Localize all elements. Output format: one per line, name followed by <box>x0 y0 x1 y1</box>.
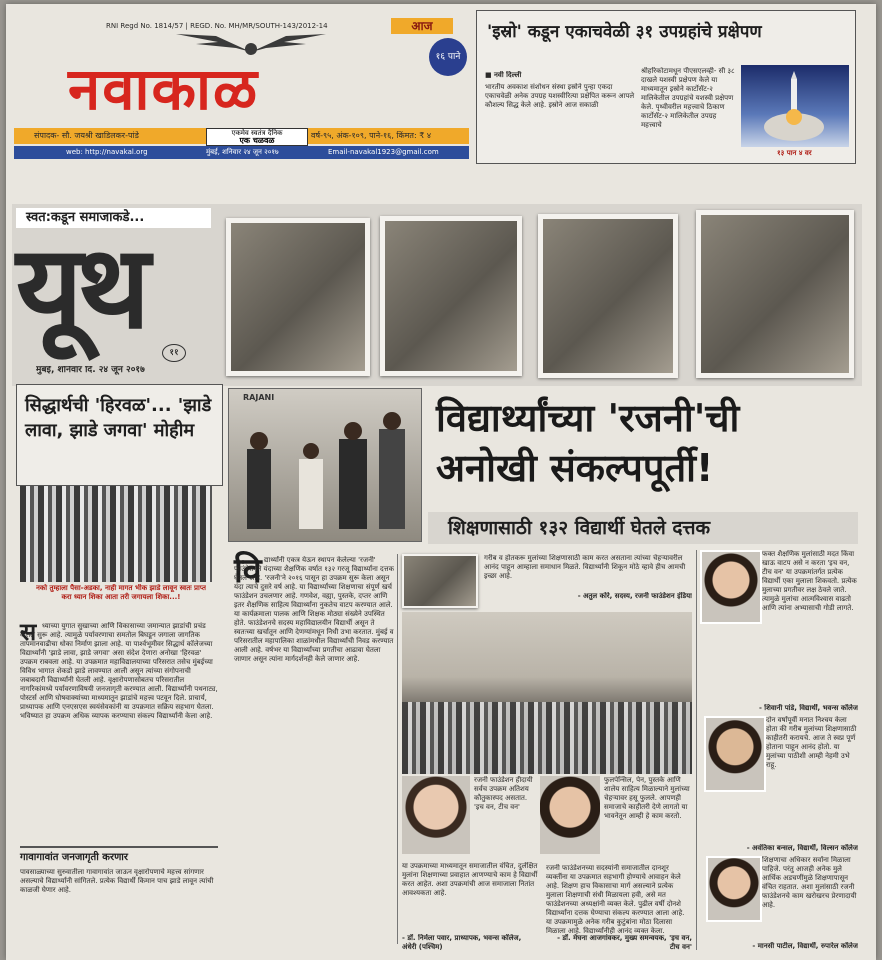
teaser-col2: श्रीहरिकोटामधून पीएसएलव्ही- सी ३८ दाखले यशस्वी प्रक्षेपण केले या माध्यमातून इस्रोने कार्टोसॅट-२ मालिकेतील उपग्रहांचे यशस्वी प्रक्षेपण केले. पृथ्वीवरील महत्त्वाचे ठिकाण कार्टोसॅट-२ मालिकेतील उपग्रह महत्त्वाचे <box>641 67 735 129</box>
supplement-kicker: स्वत:कडून समाजाकडे... <box>16 208 211 228</box>
quote2-portrait <box>402 776 470 854</box>
audience-crowd <box>402 702 692 774</box>
quote1-byline: - अतुल कोरे, सदस्य, रजनी फाउंडेशन इंडिया <box>577 592 692 600</box>
left-story-caption: नको तुम्हाला पैसा-अडका, नाही मागत भीक झाडे लावून स्वतः प्राप्त करा ध्यान शिका आता तरी जगायला शिका...! <box>36 584 206 601</box>
quote1-portrait <box>402 554 478 608</box>
teaser-col1: भारतीय अवकाश संशोधन संस्था इस्रोने पुन्हा एकदा एकाचवेळी अनेक उपग्रह यशस्वीरित्या प्रक्षेपित करून आपले कौशल्य सिद्ध केले आहे. इस्रोने आज सकाळी <box>485 83 635 109</box>
supplement-dateline: मुंबई, शनिवार दि. २४ जून २०१७ <box>36 366 145 375</box>
left-story-headline: सिद्धार्थची 'हिरवळ'... 'झाडे लावा, झाडे जगवा' मोहीम <box>25 395 212 441</box>
left-story-subheadline: गावागावांत जनजागृती करणार <box>20 852 128 863</box>
photo-student-1 <box>226 218 370 376</box>
tagline: एकमेव स्वतंत्र दैनिक <box>231 129 283 137</box>
main-body-col2: रजनी फाउंडेशनच्या सदस्यांनी समाजातील दानशूर व्यक्तींना या उपक्रमात सहभागी होण्याचे आवाहन केले आहे. शिक्षण हाच विकासाचा मार्ग असल्याने प्रत्येक मुलाला शिक्षणाची संधी मिळायला हवी, असे मत फाउंडेशनच्या अध्यक्षांनी व्यक्त केले. पुढील वर्षी दोनशे विद्यार्थ्यांना दत्तक घेण्याचा संकल्प करण्यात आला आहे. या उपक्रमामुळे अनेक गरीब कुटुंबांना मोठा दिलासा मिळाला आहे. विद्यार्थ्यांनीही आनंद व्यक्त केला. <box>546 864 685 935</box>
quote3-portrait <box>540 776 600 854</box>
main-body-col1: द्यार्थ्यांनी एकत्र येऊन स्थापन केलेल्या 'रजनी' फाउंडेशनने यंदाच्या शैक्षणिक वर्षात १३२ गरजू विद्यार्थ्यांना दत्तक घेतले आहे. 'रजनी'ने २०१६ पासून हा उपक्रम सुरू केला असून यंदा त्याचे दुसरे वर्ष आहे. या विद्यार्थ्यांच्या शिक्षणाचा संपूर्ण खर्च फाउंडेशन उचलणार आहे. गणवेश, वह्या, पुस्तके, दप्तर आणि इतर शैक्षणिक साहित्य विद्यार्थ्यांना नुकतेच वाटप करण्यात आले. या कार्यक्रमाला पालक आणि शिक्षक मोठ्या संख्येने उपस्थित होते. फाउंडेशनचे सदस्य महाविद्यालयीन विद्यार्थी असून ते स्वतःच्या खर्चातून आणि देणग्यांमधून निधी उभा करतात. मुंबई व परिसरातील महापालिका शाळांमधील विद्यार्थ्यांची निवड करण्यात आली आहे. वर्षभर या विद्यार्थ्यांच्या प्रगतीचा आढावा घेतला जाणार असून त्यांना मार्गदर्शनही केले जाणार आहे. <box>234 556 394 663</box>
pages-badge <box>429 38 467 76</box>
masthead-title: नवाकाळ <box>68 55 260 123</box>
issue-line: वर्ष-९५, अंक-१०९, पाने-१६, किंमत: ₹ ४ <box>311 131 432 140</box>
quote1-text: गरीब व होतकरू मुलांच्या शिक्षणासाठी काम करत असताना त्यांच्या चेहऱ्यावरील आनंद पाहून आम्हाला समाधान मिळते. विद्यार्थ्यांनी शिकून मोठे व्हावे हीच आमची इच्छा आहे. <box>484 554 686 580</box>
right-quote1-portrait <box>700 550 762 624</box>
main-subhead: शिक्षणासाठी १३२ विद्यार्थी घेतले दत्तक <box>448 517 711 539</box>
right-quote2-byline: - अवंतिका बन्सल, विद्यार्थी, विल्सन कॉलेज <box>746 844 858 852</box>
aaj-tag: आज <box>391 18 453 34</box>
teaser-headline: 'इस्रो' कडून एकाचवेळी ३१ उपग्रहांचे प्रक्षेपण <box>487 22 762 42</box>
teaser-jump: १३ पान ४ वर <box>777 149 812 157</box>
quote3-text: फुलपेन्सिल, पेन, पुस्तके आणि शालेय साहित्य मिळाल्याने मुलांच्या चेहऱ्यावर हसू फुलले. आपणही समाजाचे काहीतरी देणे लागतो या भावनेतून आम्ही हे काम करतो. <box>604 776 690 820</box>
registration-line: RNI Regd No. 1814/57 | REGD. No. MH/MR/SOUTH-143/2012-14 <box>106 22 328 30</box>
left-story-headline-box <box>16 384 223 486</box>
photo-student-4 <box>696 210 854 378</box>
rocket-launch-photo <box>741 65 849 147</box>
plantation-photo <box>20 486 212 582</box>
eagle-logo-icon <box>156 32 346 56</box>
photo-student-3 <box>538 214 678 378</box>
pages-badge-text: १६ पाने <box>435 51 461 62</box>
editor-line: संपादक- सौ. जयश्री खाडिलकर-पांडे <box>34 131 139 140</box>
left-story-body: ध्याच्या युगात सुखाच्या आणि विकासाच्या जमान्यात झाडांची प्रचंड कत्तल सुरू आहे. त्यामुळे पर्यावरणाचा समतोल बिघडून जगाला जागतिक तापमानवाढीचा धोका निर्माण झाला आहे. या पार्श्वभूमीवर सिद्धार्थ कॉलेजच्या विद्यार्थ्यांनी 'झाडे लावा, झाडे जगवा' असा संदेश देणारा अनोखा 'हिरवळ' उपक्रम राबवला आहे. या उपक्रमात महाविद्यालयाच्या परिसरात तसेच मुंबईच्या विविध भागात शेकडो झाडे लावण्यात आली असून त्यांच्या संगोपनाची जबाबदारी विद्यार्थ्यांनी घेतली आहे. वृक्षारोपणासोबतच परिसरातील नागरिकांमध्ये पर्यावरणाविषयी जनजागृती करण्यात आली. विद्यार्थ्यांनी पथनाट्य, पोस्टर्स आणि घोषवाक्यांच्या माध्यमातून झाडांचे महत्त्व पटवून दिले. प्राचार्य, प्राध्यापक आणि एनएसएस स्वयंसेवकांनी या उपक्रमात सक्रिय सहभाग घेतला. भविष्यात हा उपक्रम अधिक व्यापक करण्याचा संकल्प विद्यार्थ्यांनी केला आहे. <box>20 622 218 720</box>
slogan: एक चळवळ <box>239 136 275 145</box>
main-dropcap: वि <box>234 551 262 591</box>
newspaper-page <box>6 4 876 960</box>
right-quote3-portrait <box>706 856 762 922</box>
right-quote2-text: दोन वर्षांपूर्वी मनात निश्चय केला होता की गरीब मुलांच्या शिक्षणासाठी काहीतरी करायचे. आज ते स्वप्न पूर्ण होताना पाहून आनंद होतो. या मुलांच्या पाठीशी आम्ही नेहमी उभे राहू. <box>766 716 857 769</box>
main-subhead-bar <box>428 512 858 544</box>
quote2-byline: - डॉ. निर्मला पवार, प्राध्यापक, भवन्स कॉलेज, अंधेरी (पश्चिम) <box>402 934 522 951</box>
classroom-event-photo <box>402 612 692 774</box>
supplement-logo: यूथ <box>16 221 145 355</box>
rajani-event-photo <box>228 388 422 542</box>
left-story-dropcap: स <box>20 618 37 646</box>
web-address: web: http://navakal.org <box>66 148 148 156</box>
quote3-byline: - डॉ. मेघना आजगांवकर, मुख्य समन्वयक, 'इच वन, टीच वन' <box>557 934 692 951</box>
left-story-subbody: पावसाळ्याच्या सुरुवातीला गावागावांत जाऊन वृक्षारोपणाचे महत्त्व सांगणार असल्याचे विद्यार्थ्यांनी सांगितले. प्रत्येक विद्यार्थी किमान पाच झाडे लावून त्यांची काळजी घेणार आहे. <box>20 868 214 894</box>
rajani-banner-text: RAJANI <box>243 393 275 402</box>
main-headline-line1: विद्यार्थ्यांच्या 'रजनी'ची <box>436 396 740 440</box>
main-headline-line2: अनोखी संकल्पपूर्ती! <box>436 446 714 490</box>
dateline: मुंबई, शनिवार २४ जून २०१७ <box>206 148 279 156</box>
quote2-text: या उपक्रमाच्या माध्यमातून समाजातील वंचित, दुर्लक्षित मुलांना शिक्षणाच्या प्रवाहात आणण्याचे काम हे विद्यार्थी करत आहेत. अशा उपक्रमांची आज समाजाला नितांत आवश्यकता आहे. <box>402 862 538 897</box>
main-headline-box <box>428 390 838 500</box>
column-rule-1 <box>397 554 398 944</box>
quote2-label: रजनी फाउंडेशन हीदायी सर्वच उपक्रम अतिशय कौतुकास्पद असतात. 'इच वन, टीच वन' <box>474 776 533 811</box>
left-story-divider <box>20 846 218 848</box>
right-quote3-text: शिक्षणाचा अधिकार सर्वांना मिळाला पाहिजे. परंतु आजही अनेक मुले आर्थिक अडचणींमुळे शिक्षणापासून वंचित राहतात. अशा मुलांसाठी रजनी फाउंडेशनचे काम खरोखरच प्रेरणादायी आहे. <box>762 856 857 909</box>
email-address: Email-navakal1923@gmail.com <box>328 148 439 156</box>
tagline-box <box>206 128 308 146</box>
teaser-box <box>476 10 856 164</box>
right-quote1-text: फक्त शैक्षणिक मुलांसाठी मदत किंवा खाऊ वाटप असे न करता 'इच वन, टीच वन' या उपक्रमांतर्गत प्रत्येक विद्यार्थी एका मुलाला शिकवतो. प्रत्येक मुलाच्या प्रगतीवर लक्ष ठेवले जाते. त्यामुळे मुलांचा आत्मविश्वास वाढतो आणि त्यांना अभ्यासाची गोडी लागते. <box>762 550 857 612</box>
photo-student-2 <box>380 216 522 376</box>
right-quote2-portrait <box>704 716 766 792</box>
right-quote1-byline: - शिवानी पांडे, विद्यार्थी, भवन्स कॉलेज <box>758 704 858 712</box>
right-quote3-byline: - मानसी पाटील, विद्यार्थी, रुपारेल कॉलेज <box>752 942 858 950</box>
column-rule-2 <box>696 550 697 950</box>
teaser-dateline: ■ नवी दिल्ली <box>485 71 522 79</box>
supplement-number: ११ <box>162 344 186 362</box>
